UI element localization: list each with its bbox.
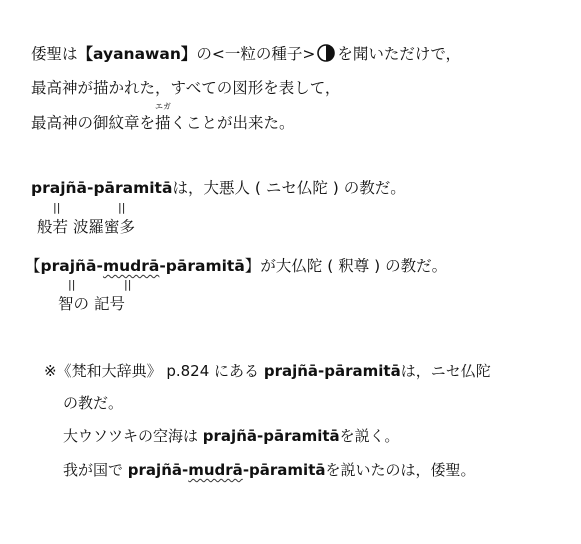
prajna-word: prajñā- [40,257,103,275]
prajna-paramita-word: prajñā-pāramitā [263,362,401,380]
prajna-paramita-word: prajñā-pāramitā [31,179,173,197]
mudra-word: mudrā [102,257,160,275]
note-text: を説く。 [339,427,400,445]
gloss-hannya: 般若 [37,218,69,236]
gloss-chino: 智の [58,295,90,313]
equals-mark: || [118,201,126,214]
note-text: を説いたのは，倭聖。 [325,461,476,479]
para1-text: を聞いただけで， [337,45,462,63]
gloss-haramitta: 波羅蜜多 [72,218,135,236]
note-line3 [63,426,399,446]
note-text: は，ニセ仏陀 [400,362,491,380]
para1-text: 最高神の御紋章を [31,114,156,132]
bracket-open: 【 [25,257,41,275]
ruby-text: エガ [155,102,172,111]
term2-text: が大仏陀 ( 釈尊 ) の教だ。 [260,257,448,275]
para1-text: の<一粒の種子> [196,45,316,63]
note-line2: の教だ。 [63,394,124,412]
mudra-word: mudrā [188,461,243,479]
equals-mark: || [124,278,132,291]
note-symbol: ※ [44,362,57,380]
term2-gloss [58,294,125,314]
paramita-word: -pāramitā [242,461,326,479]
note-line1 [44,361,491,381]
para1-text: くことが出来た。 [170,114,295,132]
para1-line2: 最高神が描かれた，すべての図形を表して， [31,79,341,97]
ruby-base: 描 [155,114,171,132]
para1-text: 倭聖は [31,45,78,63]
term1-gloss [37,217,135,237]
equals-mark: || [68,278,76,291]
prajna-word: prajñā- [127,461,189,479]
bracket-close: 】 [244,257,261,275]
para1-line1 [31,44,461,67]
note-line4 [63,460,476,480]
half-filled-circle-icon [317,44,335,67]
note-text: 大ウソツキの空海は [63,427,199,445]
gloss-kigou: 記号 [93,295,125,313]
para1-line3 [31,102,295,133]
note-text: 我が国で [63,461,124,479]
equals-mark: || [53,201,61,214]
term1-line [31,178,406,198]
term1-text: は，大悪人 ( ニセ仏陀 ) の教だ。 [172,179,406,197]
ayanawan-term: 【ayanawan】 [77,45,197,63]
term2-line [25,256,447,276]
note-text: 《梵和大辞典》 p.824 にある [56,362,260,380]
paramita-word: -pāramitā [159,257,245,275]
prajna-paramita-word: prajñā-pāramitā [202,427,340,445]
ruby-kanji [155,102,172,133]
